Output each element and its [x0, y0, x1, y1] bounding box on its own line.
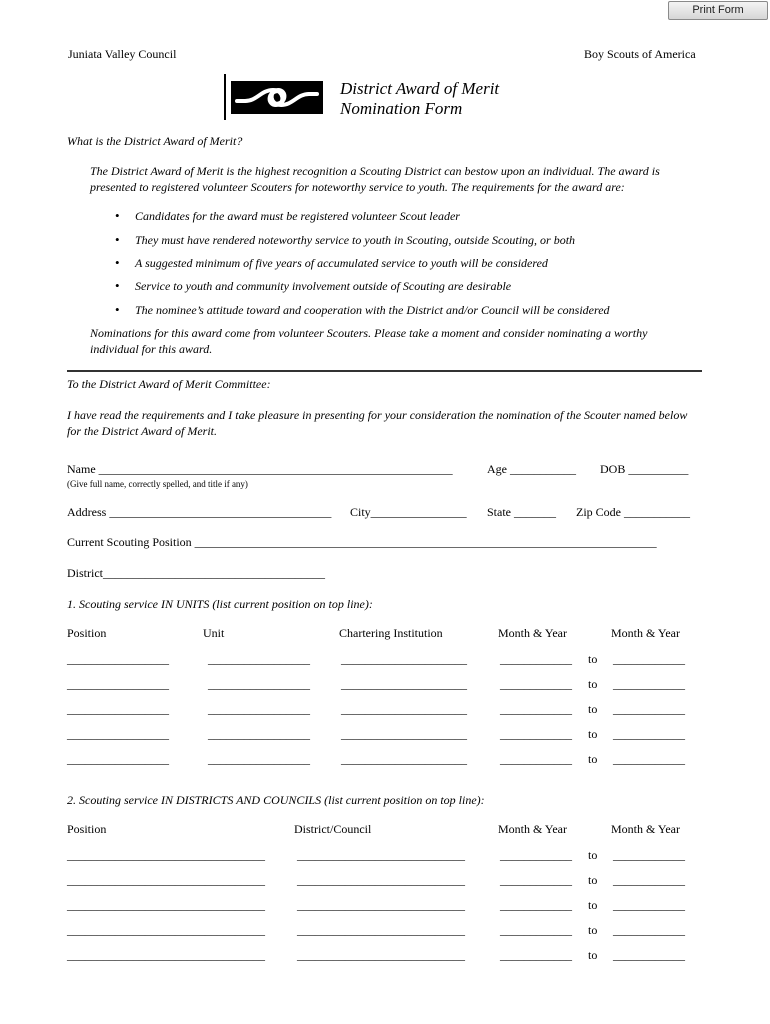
- bullet-dot: •: [115, 302, 120, 317]
- col-to-month-year: Month & Year: [611, 626, 681, 640]
- to-label: to: [588, 727, 598, 741]
- to-label: to: [588, 873, 598, 887]
- intro-description: The District Award of Merit is the highest recognition a Scouting District can bestow upon an individual. The award is presented to registered volunteer Scouters for noteworthy service to youth. The requirements for the award are:: [90, 164, 660, 194]
- unit-name-input[interactable]: _________________: [208, 752, 310, 766]
- form-title-line1: District Award of Merit: [340, 79, 500, 98]
- unit-name-input[interactable]: _________________: [208, 702, 310, 716]
- logo-divider: [224, 74, 226, 120]
- district-council-input[interactable]: ____________________________: [297, 948, 465, 962]
- address-field[interactable]: Address _____________________________________: [67, 505, 332, 519]
- intro-question: What is the District Award of Merit?: [67, 134, 243, 148]
- to-label: to: [588, 948, 598, 962]
- print-form-button[interactable]: Print Form: [668, 1, 768, 20]
- requirement-item: They must have rendered noteworthy service to youth in Scouting, outside Scouting, or both: [135, 233, 576, 247]
- col-chartering-institution: Chartering Institution: [339, 626, 443, 640]
- dob-field[interactable]: DOB __________: [600, 462, 689, 476]
- age-field[interactable]: Age ___________: [487, 462, 576, 476]
- col-from-month-year: Month & Year: [498, 626, 568, 640]
- from-date-input[interactable]: ____________: [500, 873, 572, 887]
- organization-name: Boy Scouts of America: [584, 47, 696, 61]
- from-date-input[interactable]: ____________: [500, 652, 572, 666]
- to-date-input[interactable]: ____________: [613, 752, 685, 766]
- from-date-input[interactable]: ____________: [500, 702, 572, 716]
- unit-name-input[interactable]: _________________: [208, 652, 310, 666]
- district-council-input[interactable]: ____________________________: [297, 848, 465, 862]
- to-date-input[interactable]: ____________: [613, 873, 685, 887]
- to-date-input[interactable]: ____________: [613, 727, 685, 741]
- to-date-input[interactable]: ____________: [613, 948, 685, 962]
- bullet-dot: •: [115, 208, 120, 223]
- from-date-input[interactable]: ____________: [500, 752, 572, 766]
- to-label: to: [588, 702, 598, 716]
- district-council-input[interactable]: ____________________________: [297, 873, 465, 887]
- square-knot-logo: [231, 81, 323, 114]
- requirement-item: A suggested minimum of five years of accumulated service to youth will be considered: [135, 256, 548, 270]
- to-label: to: [588, 923, 598, 937]
- section2-heading: 2. Scouting service IN DISTRICTS AND COUNCILS (list current position on top line):: [67, 793, 485, 807]
- to-label: to: [588, 752, 598, 766]
- zip-code-field[interactable]: Zip Code ___________: [576, 505, 690, 519]
- bullet-dot: •: [115, 278, 120, 293]
- col-to-month-year: Month & Year: [611, 822, 681, 836]
- chartering-institution-input[interactable]: _____________________: [341, 727, 467, 741]
- to-label: to: [588, 677, 598, 691]
- council-position-input[interactable]: _________________________________: [67, 848, 265, 862]
- requirement-item: The nominee’s attitude toward and cooperation with the District and/or Council will be considered: [135, 303, 610, 317]
- council-position-input[interactable]: _________________________________: [67, 873, 265, 887]
- from-date-input[interactable]: ____________: [500, 848, 572, 862]
- bullet-dot: •: [115, 255, 120, 270]
- to-date-input[interactable]: ____________: [613, 848, 685, 862]
- from-date-input[interactable]: ____________: [500, 727, 572, 741]
- col-district-council: District/Council: [294, 822, 372, 836]
- council-position-input[interactable]: _________________________________: [67, 923, 265, 937]
- unit-position-input[interactable]: _________________: [67, 752, 169, 766]
- name-field[interactable]: Name ___________________________________________________________: [67, 462, 453, 476]
- section-divider: [67, 370, 702, 372]
- chartering-institution-input[interactable]: _____________________: [341, 652, 467, 666]
- from-date-input[interactable]: ____________: [500, 948, 572, 962]
- col-unit: Unit: [203, 626, 225, 640]
- council-name: Juniata Valley Council: [68, 47, 177, 61]
- unit-name-input[interactable]: _________________: [208, 727, 310, 741]
- unit-position-input[interactable]: _________________: [67, 702, 169, 716]
- intro-closing: Nominations for this award come from volunteer Scouters. Please take a moment and consider nominating a worthy individual for this award.: [90, 326, 648, 356]
- to-label: to: [588, 898, 598, 912]
- district-council-input[interactable]: ____________________________: [297, 898, 465, 912]
- from-date-input[interactable]: ____________: [500, 898, 572, 912]
- city-field[interactable]: City________________: [350, 505, 467, 519]
- chartering-institution-input[interactable]: _____________________: [341, 752, 467, 766]
- district-field[interactable]: District_____________________________________: [67, 566, 325, 580]
- from-date-input[interactable]: ____________: [500, 923, 572, 937]
- to-date-input[interactable]: ____________: [613, 898, 685, 912]
- state-field[interactable]: State _______: [487, 505, 556, 519]
- unit-name-input[interactable]: _________________: [208, 677, 310, 691]
- council-position-input[interactable]: _________________________________: [67, 948, 265, 962]
- chartering-institution-input[interactable]: _____________________: [341, 702, 467, 716]
- requirement-item: Service to youth and community involvement outside of Scouting are desirable: [135, 279, 512, 293]
- district-council-input[interactable]: ____________________________: [297, 923, 465, 937]
- col-position: Position: [67, 822, 107, 836]
- name-hint: (Give full name, correctly spelled, and title if any): [67, 479, 248, 489]
- chartering-institution-input[interactable]: _____________________: [341, 677, 467, 691]
- to-label: to: [588, 652, 598, 666]
- to-date-input[interactable]: ____________: [613, 923, 685, 937]
- to-date-input[interactable]: ____________: [613, 652, 685, 666]
- committee-salutation: To the District Award of Merit Committee:: [67, 377, 271, 391]
- committee-statement: I have read the requirements and I take pleasure in presenting for your consideration the nomination of the Scouter named below for the District Award of Merit.: [67, 408, 688, 438]
- unit-position-input[interactable]: _________________: [67, 727, 169, 741]
- unit-position-input[interactable]: _________________: [67, 652, 169, 666]
- form-title-line2: Nomination Form: [340, 99, 463, 118]
- to-date-input[interactable]: ____________: [613, 702, 685, 716]
- council-position-input[interactable]: _________________________________: [67, 898, 265, 912]
- col-from-month-year: Month & Year: [498, 822, 568, 836]
- from-date-input[interactable]: ____________: [500, 677, 572, 691]
- to-label: to: [588, 848, 598, 862]
- unit-position-input[interactable]: _________________: [67, 677, 169, 691]
- col-position: Position: [67, 626, 107, 640]
- section1-heading: 1. Scouting service IN UNITS (list current position on top line):: [67, 597, 373, 611]
- scouting-position-field[interactable]: Current Scouting Position _____________________________________________________________________________: [67, 535, 657, 549]
- to-date-input[interactable]: ____________: [613, 677, 685, 691]
- bullet-dot: •: [115, 232, 120, 247]
- requirement-item: Candidates for the award must be registered volunteer Scout leader: [135, 209, 460, 223]
